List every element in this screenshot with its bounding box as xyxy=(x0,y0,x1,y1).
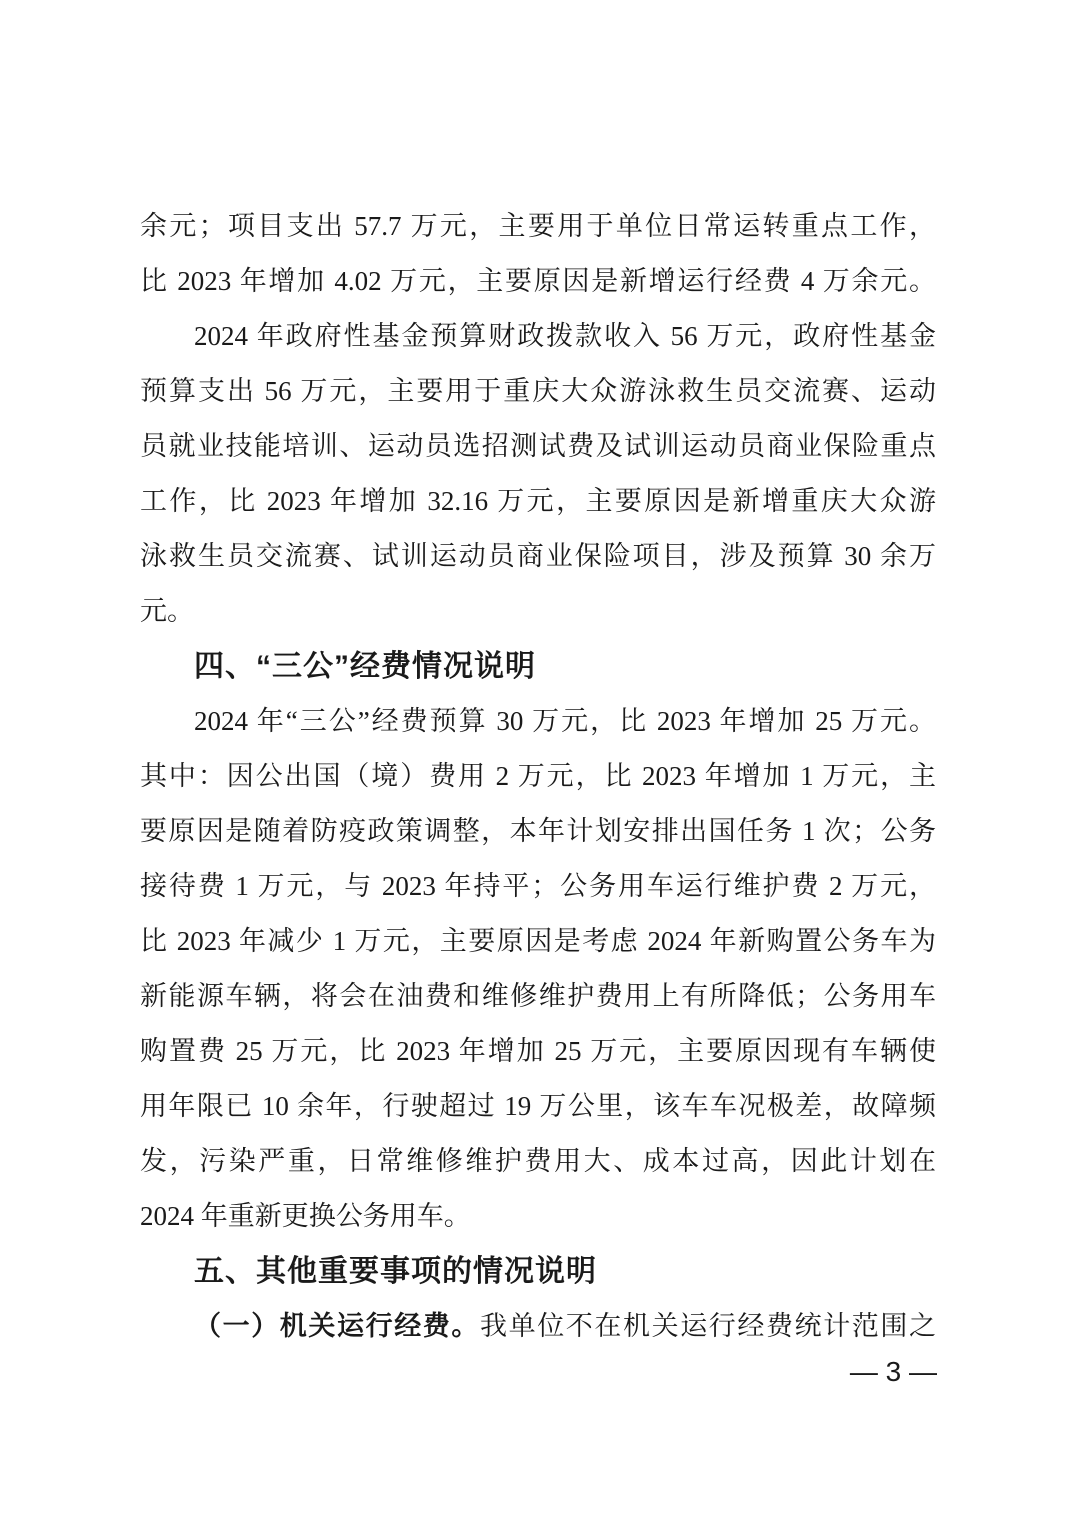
paragraph-line: 比 2023 年增加 4.02 万元，主要原因是新增运行经费 4 万余元。 xyxy=(140,266,936,296)
paragraph-line: 2024 年政府性基金预算财政拨款收入 56 万元，政府性基金 xyxy=(194,321,936,351)
page-number: — 3 — xyxy=(849,1356,937,1387)
paragraph-text: 我单位不在机关运行经费统计范围之 xyxy=(480,1311,936,1341)
paragraph-line: 2024 年重新更换公务用车。 xyxy=(140,1201,471,1231)
paragraph-line: 接待费 1 万元，与 2023 年持平；公务用车运行维护费 2 万元， xyxy=(140,871,936,901)
paragraph-line: 用年限已 10 余年，行驶超过 19 万公里，该车车况极差，故障频 xyxy=(140,1091,936,1121)
document-body xyxy=(140,199,936,1354)
paragraph-line: 余元；项目支出 57.7 万元，主要用于单位日常运转重点工作， xyxy=(140,211,936,241)
paragraph-line: 发，污染严重，日常维修维护费用大、成本过高，因此计划在 xyxy=(140,1146,936,1176)
section-heading-three-public-funds: 四、“三公”经费情况说明 xyxy=(194,650,536,683)
paragraph-line: 泳救生员交流赛、试训运动员商业保险项目，涉及预算 30 余万 xyxy=(140,541,936,571)
subsection-title-agency-operating-funds: （一）机关运行经费。 xyxy=(194,1311,480,1341)
paragraph-line: 新能源车辆，将会在油费和维修维护费用上有所降低；公务用车 xyxy=(140,981,936,1011)
section-heading-other-important-matters: 五、其他重要事项的情况说明 xyxy=(194,1255,597,1288)
paragraph-line: 员就业技能培训、运动员选招测试费及试训运动员商业保险重点 xyxy=(140,431,936,461)
paragraph-line xyxy=(140,1299,936,1354)
paragraph-line: 比 2023 年减少 1 万元，主要原因是考虑 2024 年新购置公务车为 xyxy=(140,926,936,956)
paragraph-line: 要原因是随着防疫政策调整，本年计划安排出国任务 1 次；公务 xyxy=(140,816,936,846)
paragraph-line: 元。 xyxy=(140,596,194,626)
paragraph-line: 预算支出 56 万元，主要用于重庆大众游泳救生员交流赛、运动 xyxy=(140,376,936,406)
paragraph-line: 购置费 25 万元，比 2023 年增加 25 万元，主要原因现有车辆使 xyxy=(140,1036,936,1066)
paragraph-line: 工作，比 2023 年增加 32.16 万元，主要原因是新增重庆大众游 xyxy=(140,486,936,516)
paragraph-line: 其中：因公出国（境）费用 2 万元，比 2023 年增加 1 万元，主 xyxy=(140,761,936,791)
paragraph-line: 2024 年“三公”经费预算 30 万元，比 2023 年增加 25 万元。 xyxy=(194,706,936,736)
